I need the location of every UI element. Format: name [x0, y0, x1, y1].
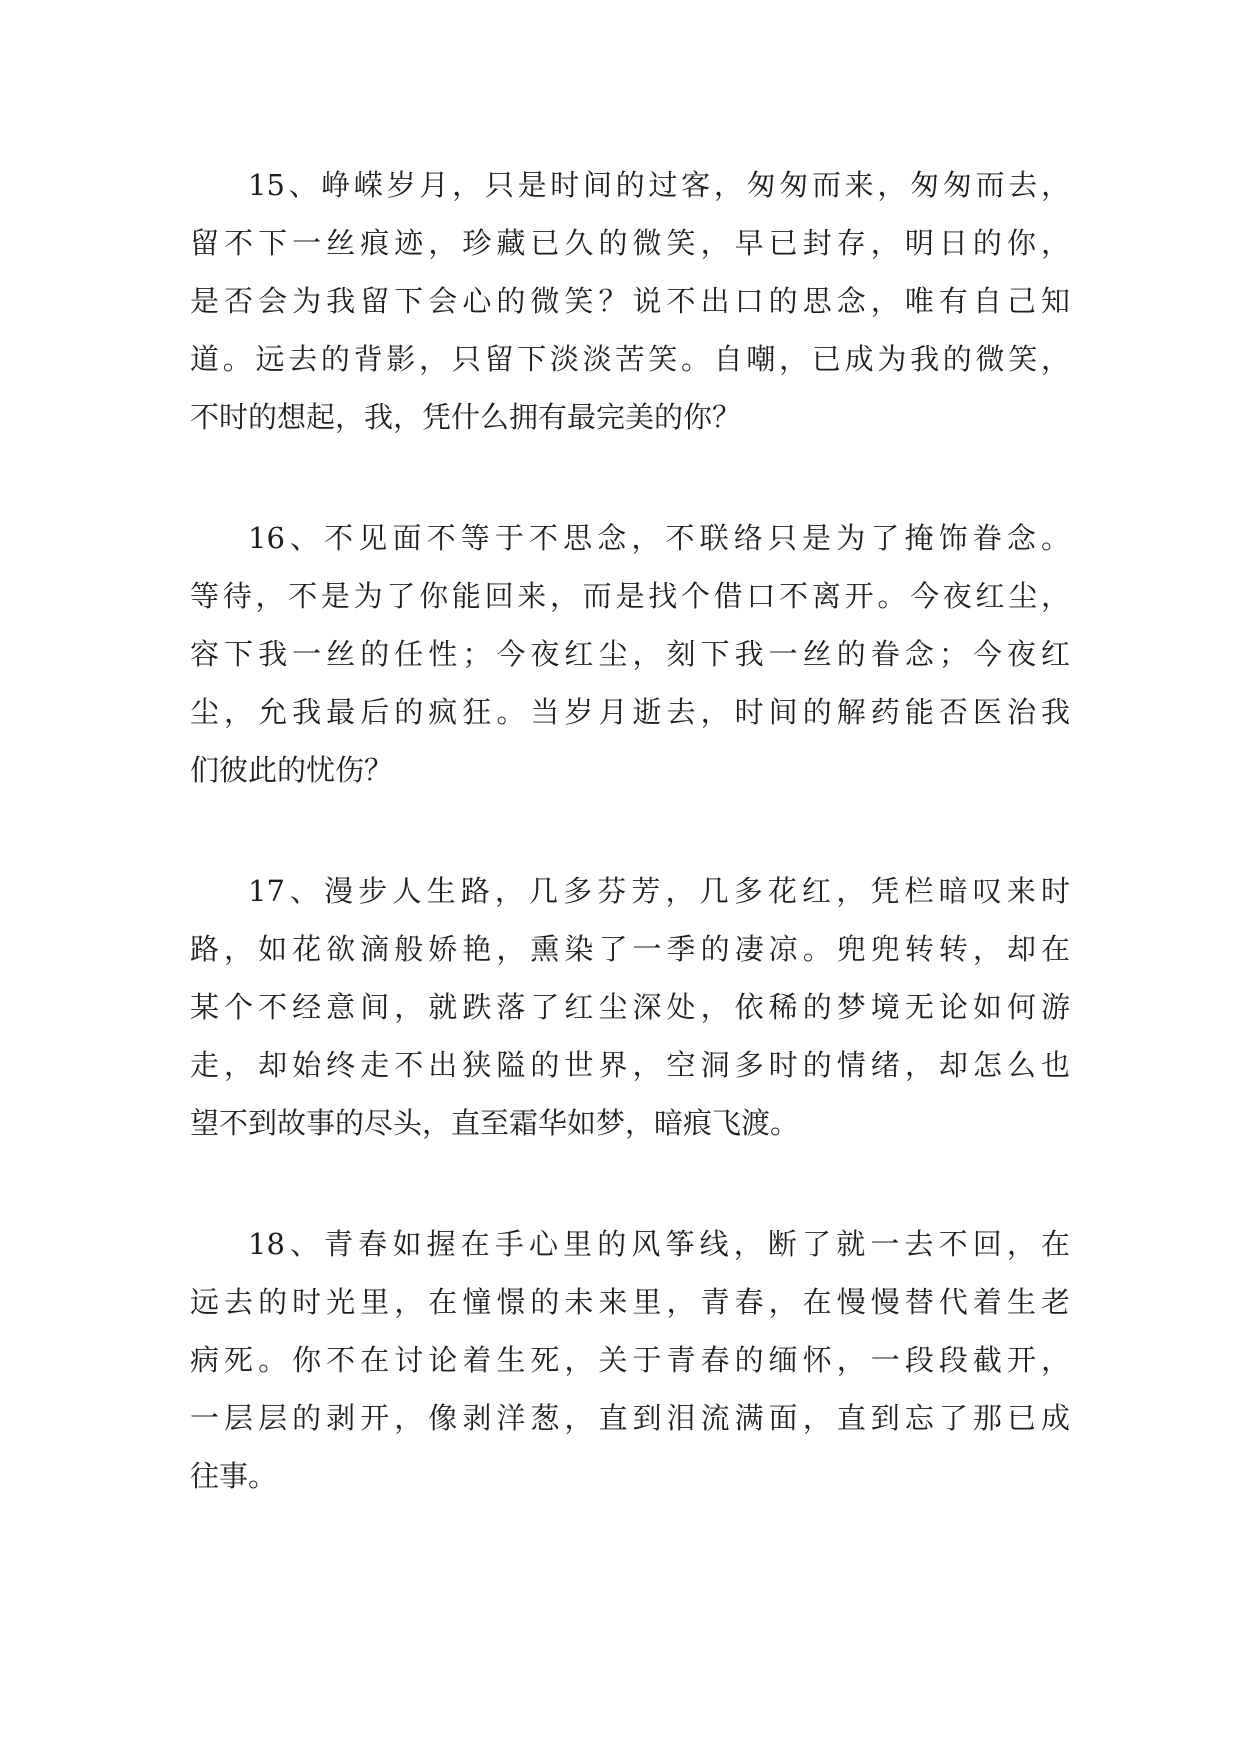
paragraph-line: 容下我一丝的任性；今夜红尘，刻下我一丝的眷念；今夜红	[190, 637, 1070, 671]
paragraph-line: 们彼此的忧伤？	[190, 753, 394, 787]
paragraph-line: 一层层的剥开，像剥洋葱，直到泪流满面，直到忘了那已成	[190, 1401, 1070, 1435]
paragraph-line: 留不下一丝痕迹，珍藏已久的微笑，早已封存，明日的你，	[190, 226, 1070, 260]
paragraph-line: 不时的想起，我，凭什么拥有最完美的你？	[190, 400, 742, 434]
paragraph-line: 15、峥嵘岁月，只是时间的过客，匆匆而来，匆匆而去，	[248, 168, 1070, 202]
paragraph-line: 某个不经意间，就跌落了红尘深处，依稀的梦境无论如何游	[190, 990, 1070, 1024]
paragraph-line: 往事。	[190, 1459, 278, 1493]
paragraph-line: 尘，允我最后的疯狂。当岁月逝去，时间的解药能否医治我	[190, 695, 1070, 729]
paragraph-line: 18、青春如握在手心里的风筝线，断了就一去不回，在	[248, 1227, 1070, 1261]
paragraph-line: 等待，不是为了你能回来，而是找个借口不离开。今夜红尘，	[190, 579, 1070, 613]
paragraph-line: 道。远去的背影，只留下淡淡苦笑。自嘲，已成为我的微笑，	[190, 342, 1070, 376]
paragraph-line: 16、不见面不等于不思念，不联络只是为了掩饰眷念。	[248, 521, 1070, 555]
paragraph-18	[190, 1215, 1070, 1505]
paragraph-line: 是否会为我留下会心的微笑？说不出口的思念，唯有自己知	[190, 284, 1070, 318]
paragraph-15	[190, 156, 1070, 446]
paragraph-line: 17、漫步人生路，几多芬芳，几多花红，凭栏暗叹来时	[248, 874, 1070, 908]
paragraph-line: 路，如花欲滴般娇艳，熏染了一季的凄凉。兜兜转转，却在	[190, 932, 1070, 966]
paragraph-line: 走，却始终走不出狭隘的世界，空洞多时的情绪，却怎么也	[190, 1048, 1070, 1082]
paragraph-17	[190, 862, 1070, 1152]
paragraph-line: 远去的时光里，在憧憬的未来里，青春，在慢慢替代着生老	[190, 1285, 1070, 1319]
paragraph-line: 病死。你不在讨论着生死，关于青春的缅怀，一段段截开，	[190, 1343, 1070, 1377]
paragraph-line: 望不到故事的尽头，直至霜华如梦，暗痕飞渡。	[190, 1106, 800, 1140]
paragraph-16	[190, 509, 1070, 799]
